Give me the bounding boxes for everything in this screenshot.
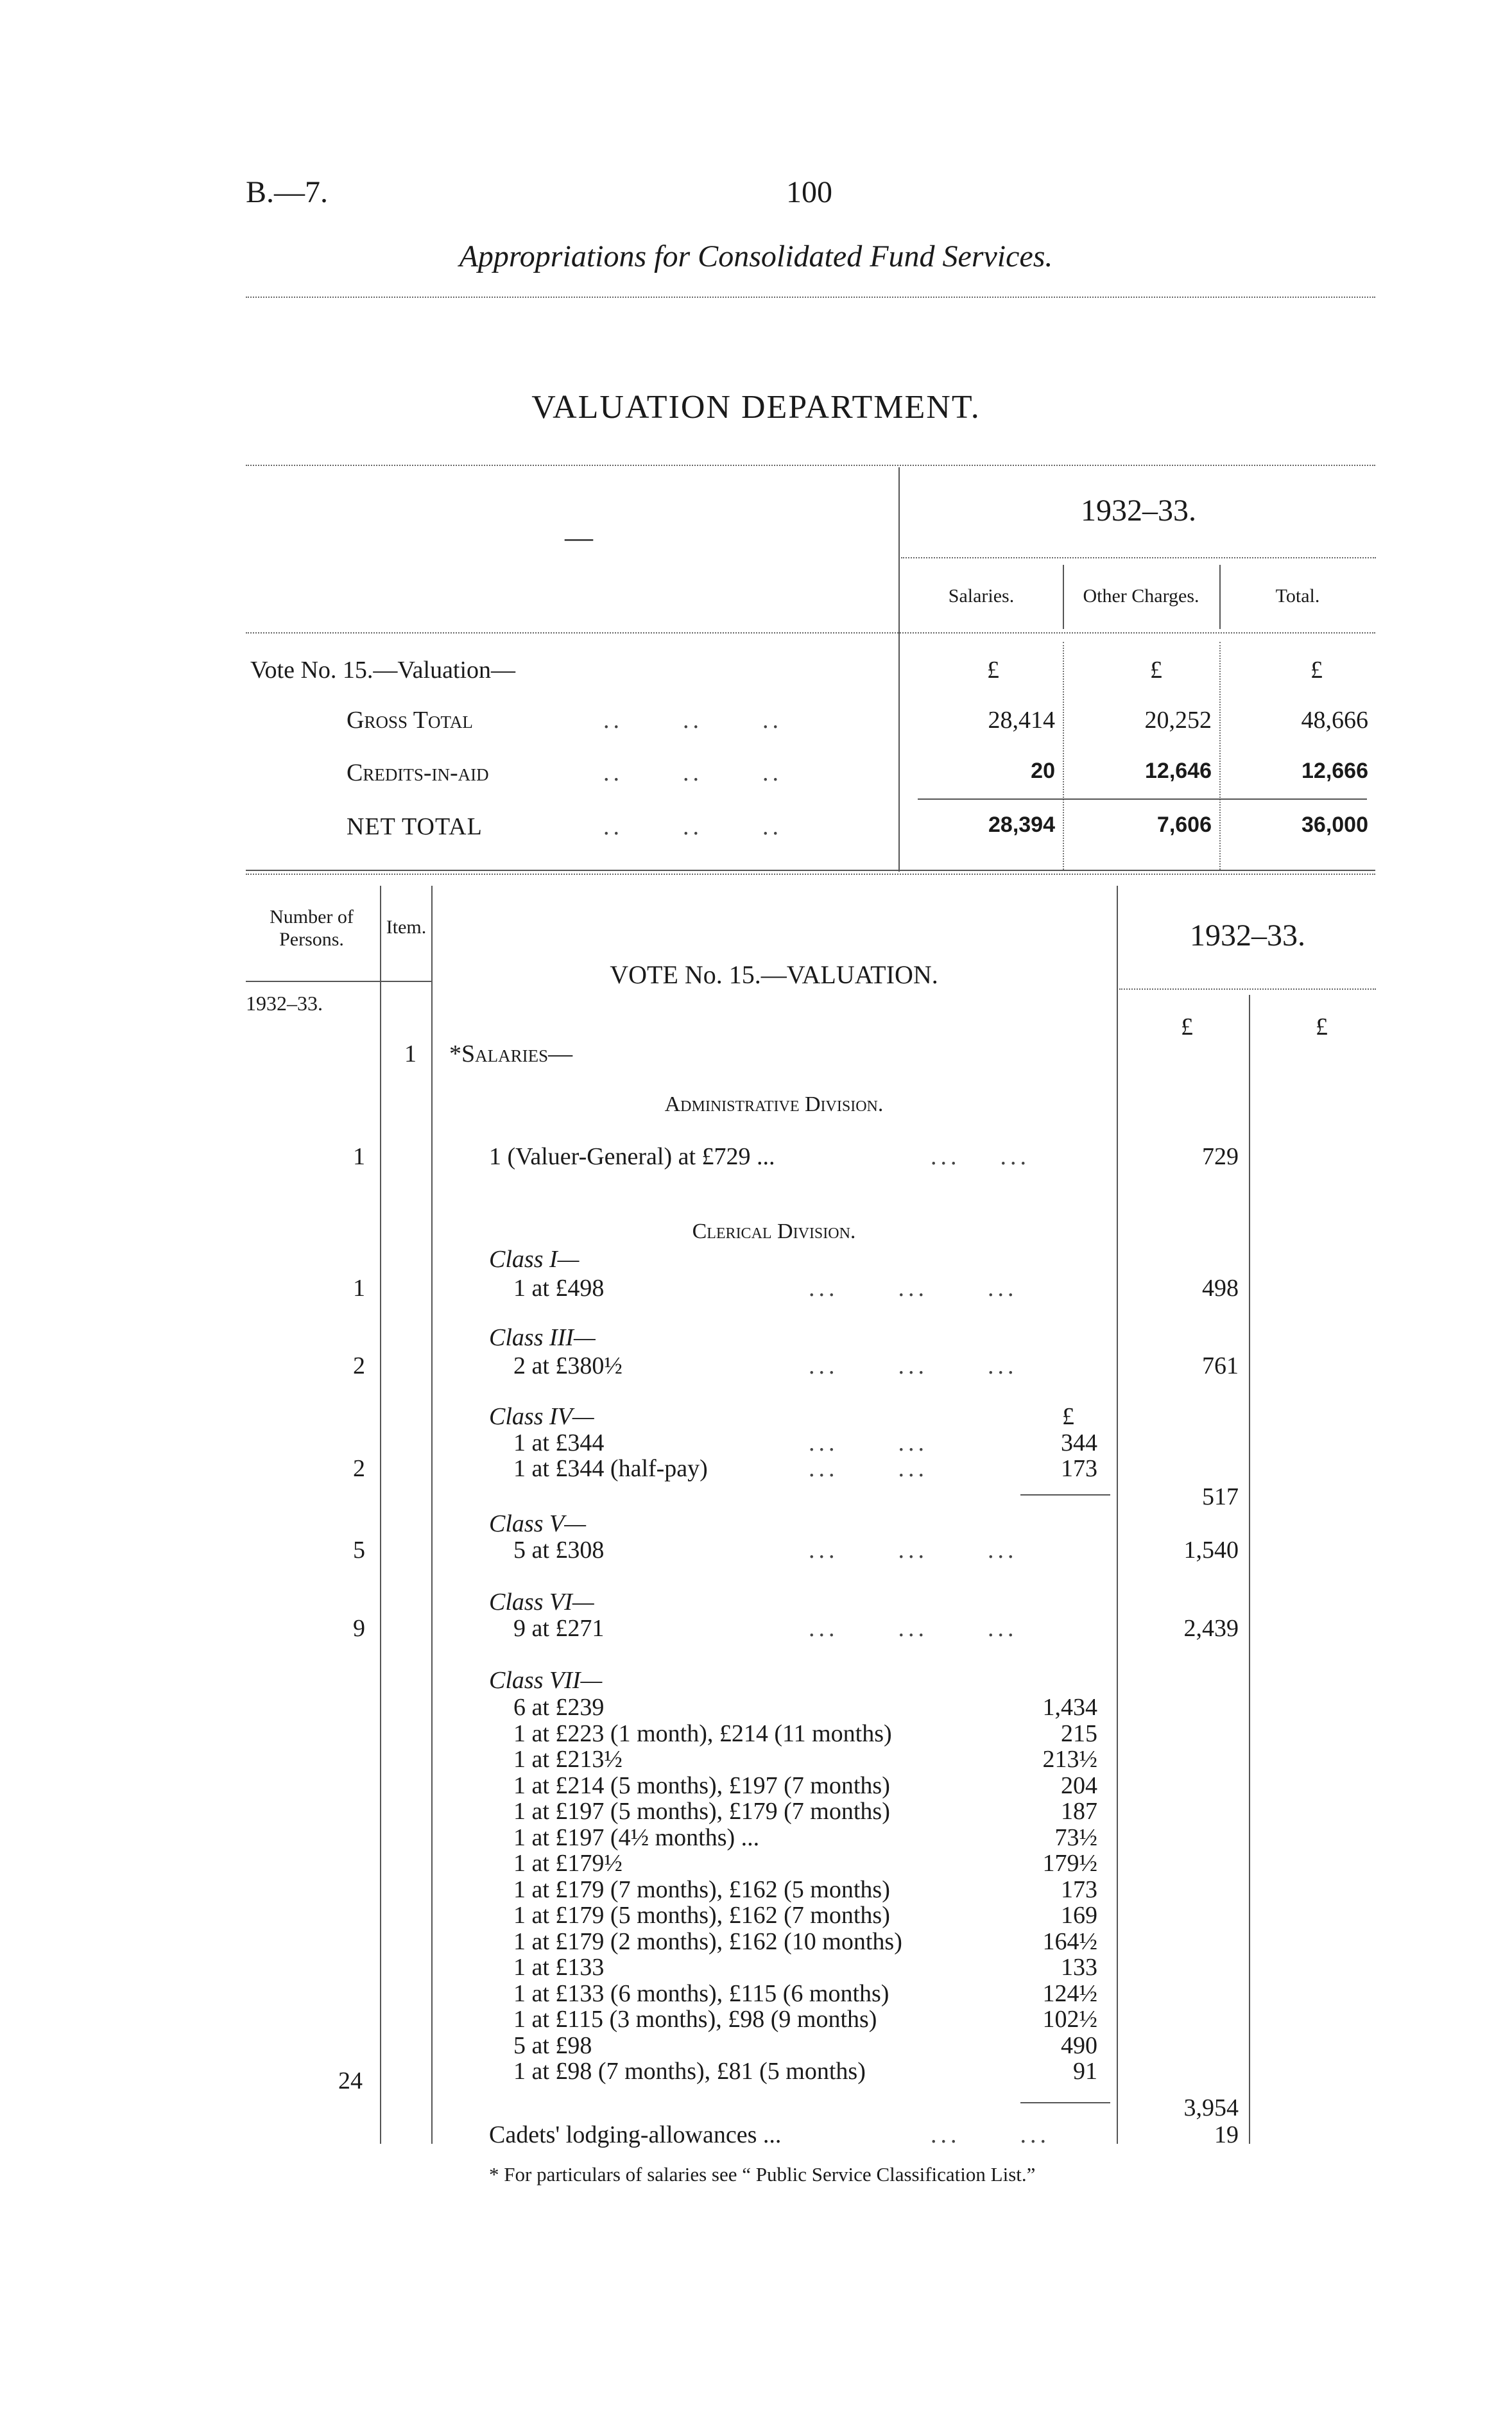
summary-other: 7,606 (1156, 813, 1212, 837)
item-column-rule (431, 886, 433, 2144)
persons-head-rule (246, 981, 432, 982)
summary-bottom-rule-2 (246, 874, 1375, 875)
header-rule (246, 297, 1375, 298)
subtotal-rule (1020, 2102, 1110, 2103)
summary-total: 48,666 (1301, 707, 1368, 734)
class-sub-amount: 1,434 (1042, 1694, 1097, 1721)
clerical-division: Clerical Division. (692, 1220, 856, 1243)
class-line-text: 9 at £271 (513, 1615, 605, 1642)
leader-dots: ... ... ... (809, 1615, 1018, 1642)
class-line-text: 5 at £308 (513, 1537, 605, 1564)
col-other-charges: Other Charges. (1083, 585, 1199, 607)
class-sub-amount: 102½ (1042, 2006, 1097, 2033)
admin-line-text: 1 (Valuer-General) at £729 ... (489, 1143, 775, 1170)
currency-salaries: £ (987, 657, 999, 684)
class-line-text: 1 at £223 (1 month), £214 (11 months) (513, 1720, 892, 1747)
summary-total: 12,666 (1302, 759, 1368, 783)
class-sub-amount: 91 (1073, 2058, 1097, 2085)
persons-count: 2 (353, 1455, 365, 1482)
persons-count: 2 (353, 1352, 365, 1379)
summary-subtotal-rule (918, 798, 1367, 800)
detail-year-rule (1119, 988, 1376, 990)
class-line-text: 1 at £179½ (513, 1850, 623, 1877)
summary-year-rule (901, 557, 1376, 558)
class-line-text: 6 at £239 (513, 1694, 605, 1721)
vote-label: Vote No. 15.—Valuation— (250, 657, 516, 684)
leader-dots: ... ... (809, 1429, 928, 1456)
class-line-text: 1 at £179 (2 months), £162 (10 months) (513, 1928, 902, 1955)
summary-bottom-rule (246, 870, 1375, 871)
class-line-text: 1 at £98 (7 months), £81 (5 months) (513, 2058, 866, 2085)
department-title: VALUATION DEPARTMENT. (531, 389, 981, 426)
detail-year: 1932–33. (1190, 918, 1305, 953)
leader-dots: .. .. .. (603, 759, 782, 786)
persons-count: 24 (338, 2067, 363, 2094)
class-sub-amount: 215 (1061, 1720, 1097, 1747)
class-sub-amount: 164½ (1042, 1928, 1097, 1955)
class-line-text: 1 at £179 (7 months), £162 (5 months) (513, 1876, 890, 1903)
persons-year: 1932–33. (246, 992, 323, 1015)
class-line-text: 1 at £197 (5 months), £179 (7 months) (513, 1798, 890, 1825)
summary-other: 12,646 (1145, 759, 1212, 783)
class-line-text: 1 at £344 (513, 1429, 605, 1456)
summary-salaries: 20 (1031, 759, 1055, 783)
summary-salaries: 28,414 (988, 707, 1055, 734)
summary-other: 20,252 (1144, 707, 1212, 734)
class-sub-amount: 179½ (1042, 1850, 1097, 1877)
amount-subcolumn-rule (1249, 995, 1250, 2144)
page-code: B.—7. (246, 175, 329, 209)
currency-other: £ (1150, 657, 1162, 684)
class-sub-amount: 344 (1061, 1429, 1097, 1456)
class-sub-amount: 490 (1061, 2032, 1097, 2059)
class-line-text: 1 at £344 (half-pay) (513, 1455, 708, 1482)
class-sub-amount: 187 (1061, 1798, 1097, 1825)
class-line-text: 2 at £380½ (513, 1352, 623, 1379)
persons-count: 9 (353, 1615, 365, 1642)
class-line-text: 1 at £179 (5 months), £162 (7 months) (513, 1902, 890, 1929)
class-sub-amount: 213½ (1042, 1746, 1097, 1773)
leader-dots: .. .. .. (603, 707, 782, 734)
persons-count: 1 (353, 1143, 365, 1170)
summary-dash: — (565, 522, 593, 553)
currency-sub: £ (1181, 1013, 1193, 1040)
class-line-text: 1 at £133 (513, 1954, 605, 1981)
amount-column-rule (1117, 886, 1118, 2144)
class-label: Class V— (489, 1510, 586, 1537)
class-line-text: 1 at £498 (513, 1275, 605, 1302)
class-sub-amount: 173 (1061, 1876, 1097, 1903)
summary-salaries: 28,394 (988, 813, 1055, 837)
col-item: Item. (386, 917, 427, 938)
class-label: Class IV— (489, 1403, 594, 1430)
class-line-text: 1 at £213½ (513, 1746, 623, 1773)
currency-total: £ (1316, 1013, 1328, 1040)
class-sub-amount: 204 (1061, 1772, 1097, 1799)
currency-sub-iv: £ (1062, 1403, 1074, 1430)
page-number: 100 (786, 175, 832, 209)
class-label: Class VII— (489, 1667, 603, 1694)
summary-row-label: Credits-in-aid (347, 759, 489, 786)
class-label: Class III— (489, 1324, 596, 1351)
class-line-text: 1 at £133 (6 months), £115 (6 months) (513, 1980, 889, 2007)
vote-title: VOTE No. 15.—VALUATION. (610, 960, 938, 989)
salaries-label: *Salaries— (449, 1040, 573, 1067)
leader-dots: ... ... ... (809, 1275, 1018, 1302)
leader-dots: ... ... (931, 1143, 1030, 1170)
summary-top-rule (246, 465, 1375, 466)
class-amount: 1,540 (1183, 1537, 1239, 1564)
class-sub-amount: 124½ (1042, 1980, 1097, 2007)
item-number: 1 (404, 1040, 417, 1067)
class-line-text: 1 at £115 (3 months), £98 (9 months) (513, 2006, 877, 2033)
leader-dots: ... ... (809, 1455, 928, 1482)
summary-year: 1932–33. (1081, 494, 1196, 528)
summary-divider (898, 467, 900, 872)
col-number-of-persons: Number of Persons. (270, 906, 354, 950)
persons-count: 1 (353, 1275, 365, 1302)
class-amount: 498 (1202, 1275, 1239, 1302)
cadets-text: Cadets' lodging-allowances ... (489, 2121, 782, 2148)
summary-row-label: NET TOTAL (347, 813, 483, 840)
class-sub-amount: 169 (1061, 1902, 1097, 1929)
class-sub-amount: 73½ (1054, 1824, 1097, 1851)
class-sub-amount: 173 (1061, 1455, 1097, 1482)
administrative-division: Administrative Division. (664, 1092, 884, 1116)
class-amount: 517 (1202, 1483, 1239, 1510)
subtotal-rule (1020, 1494, 1110, 1496)
class-line-text: 5 at £98 (513, 2032, 592, 2059)
class-amount: 3,954 (1183, 2094, 1239, 2121)
col-salaries: Salaries. (948, 585, 1015, 607)
summary-head-rule (246, 632, 1375, 634)
leader-dots: ... ... ... (809, 1537, 1018, 1564)
col-total: Total. (1275, 585, 1320, 607)
persons-column-rule (380, 886, 381, 2144)
leader-dots: ... ... (931, 2121, 1050, 2148)
persons-count: 5 (353, 1537, 365, 1564)
class-label: Class I— (489, 1246, 580, 1273)
class-label: Class VI— (489, 1589, 594, 1616)
class-amount: 2,439 (1183, 1615, 1239, 1642)
running-title: Appropriations for Consolidated Fund Services. (459, 239, 1053, 273)
summary-row-label: Gross Total (347, 707, 473, 734)
class-amount: 761 (1202, 1352, 1239, 1379)
class-line-text: 1 at £214 (5 months), £197 (7 months) (513, 1772, 890, 1799)
footnote: * For particulars of salaries see “ Public Service Classification List.” (489, 2163, 1036, 2186)
summary-total: 36,000 (1302, 813, 1368, 837)
admin-amount: 729 (1202, 1143, 1239, 1170)
leader-dots: ... ... ... (809, 1352, 1018, 1379)
class-line-text: 1 at £197 (4½ months) ... (513, 1824, 760, 1851)
cadets-amount: 19 (1214, 2121, 1239, 2148)
currency-total: £ (1310, 657, 1323, 684)
leader-dots: .. .. .. (603, 813, 782, 840)
class-sub-amount: 133 (1061, 1954, 1097, 1981)
